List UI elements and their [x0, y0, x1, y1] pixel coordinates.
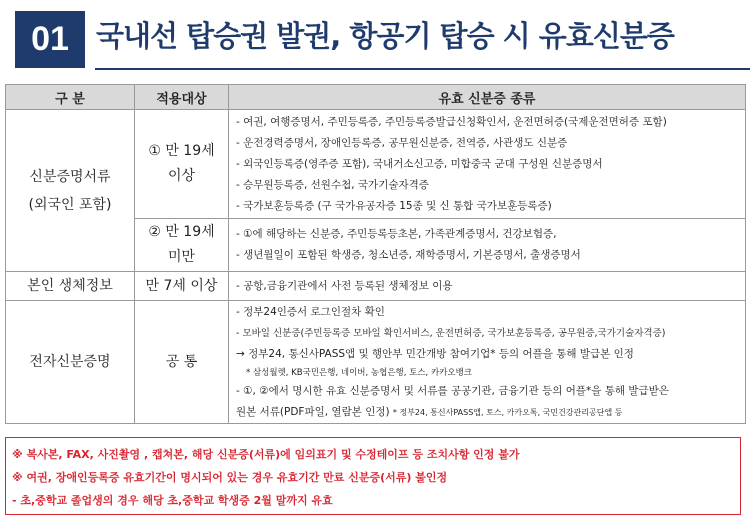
target-adult: [135, 110, 229, 219]
list-item: - 정부24인증서 로그인절차 확인: [236, 305, 385, 318]
notice-box: [5, 437, 741, 515]
target-sub-label: 이상: [167, 168, 196, 184]
minor-id-list: [229, 219, 746, 272]
target-bio: 만 7세 이상: [135, 272, 229, 301]
bio-id-list: [229, 272, 746, 301]
section-number: 01: [31, 20, 69, 58]
target-minor: [135, 219, 229, 272]
title-underline: [95, 68, 750, 70]
header-category: 구 분: [6, 85, 135, 110]
list-item: - 모바일 신분증(주민등록증 모바일 확인서비스, 운전면허증, 국가보훈등록증, 공무원증,국가기술자격증): [236, 327, 666, 339]
list-item-note: * 삼성월렛, KB국민은행, 네이버, 농협은행, 토스, 카카오뱅크: [246, 367, 473, 378]
target-label: ② 만 19세: [148, 224, 215, 240]
list-item: - 공항,금융기관에서 사전 등록된 생체정보 이용: [236, 279, 453, 292]
list-item: - 여권, 여행증명서, 주민등록증, 주민등록증발급신청확인서, 운전면허증(국제운전면허증 포함): [236, 115, 667, 128]
page-header: [0, 0, 750, 82]
table-row: [6, 301, 746, 424]
notice-item: ※ 여권, 장애인등록증 유효기간이 명시되어 있는 경우 유효기간 만료 신분증(서류) 불인정: [12, 471, 448, 484]
target-sub-label: 미만: [167, 249, 196, 265]
table-row: [6, 272, 746, 301]
category-bio: 본인 생체정보: [6, 272, 135, 301]
header-target: 적용대상: [135, 85, 229, 110]
list-item: - 생년월일이 포함된 학생증, 청소년증, 재학증명서, 기본증명서, 출생증명서: [236, 249, 581, 261]
table-row: [6, 110, 746, 219]
list-item: → 정부24, 통신사PASS앱 및 행안부 민간개방 참여기업* 등의 어플을 통해 발급본 인정: [236, 347, 634, 360]
list-item: [236, 402, 745, 423]
list-item-note: * 정부24, 통신사PASS앱, 토스, 카카오톡, 국민건강관리공단앱 등: [392, 407, 623, 417]
list-item: - 외국인등록증(영주증 포함), 국내거소신고증, 미합중국 군대 구성원 신분증명서: [236, 157, 603, 170]
section-number-badge: [15, 11, 85, 68]
notice-item: ※ 복사본, FAX, 사진촬영 , 캡쳐본, 해당 신분증(서류)에 임의표기 및 수정테이프 등 조치사항 인정 불가: [12, 448, 520, 461]
target-electronic: 공 통: [135, 301, 229, 424]
table-header-row: [6, 85, 746, 110]
electronic-id-list: [229, 301, 746, 424]
list-item: - ①에 해당하는 신분증, 주민등록등초본, 가족관계증명서, 건강보험증,: [236, 228, 557, 240]
valid-id-table: [5, 84, 746, 424]
page-title: 국내선 탑승권 발권, 항공기 탑승 시 유효신분증: [96, 19, 674, 53]
list-item: - 승무원등록증, 선원수첩, 국가기술자격증: [236, 178, 429, 191]
list-item: - 국가보훈등록증 (구 국가유공자증 15종 및 신 통합 국가보훈등록증): [236, 199, 552, 212]
list-item-text: 원본 서류(PDF파일, 열람본 인정): [236, 405, 390, 418]
category-electronic: 전자신분증명: [6, 301, 135, 424]
category-id-docs: [6, 110, 135, 272]
category-label: 신분증명서류: [29, 168, 111, 185]
adult-id-list: [229, 110, 746, 219]
list-item: - 운전경력증명서, 장애인등록증, 공무원신분증, 전역증, 사관생도 신분증: [236, 136, 568, 149]
category-sub-label: (외국인 포함): [28, 196, 112, 213]
notice-item: - 초,중학교 졸업생의 경우 해당 초,중학교 학생증 2월 말까지 유효: [12, 494, 333, 507]
target-label: ① 만 19세: [148, 143, 215, 159]
header-id-types: 유효 신분증 종류: [229, 85, 746, 110]
list-item: - ①, ②에서 명시한 유효 신분증명서 및 서류를 공공기관, 금융기관 등의 어플*을 통해 발급받은: [236, 384, 669, 397]
